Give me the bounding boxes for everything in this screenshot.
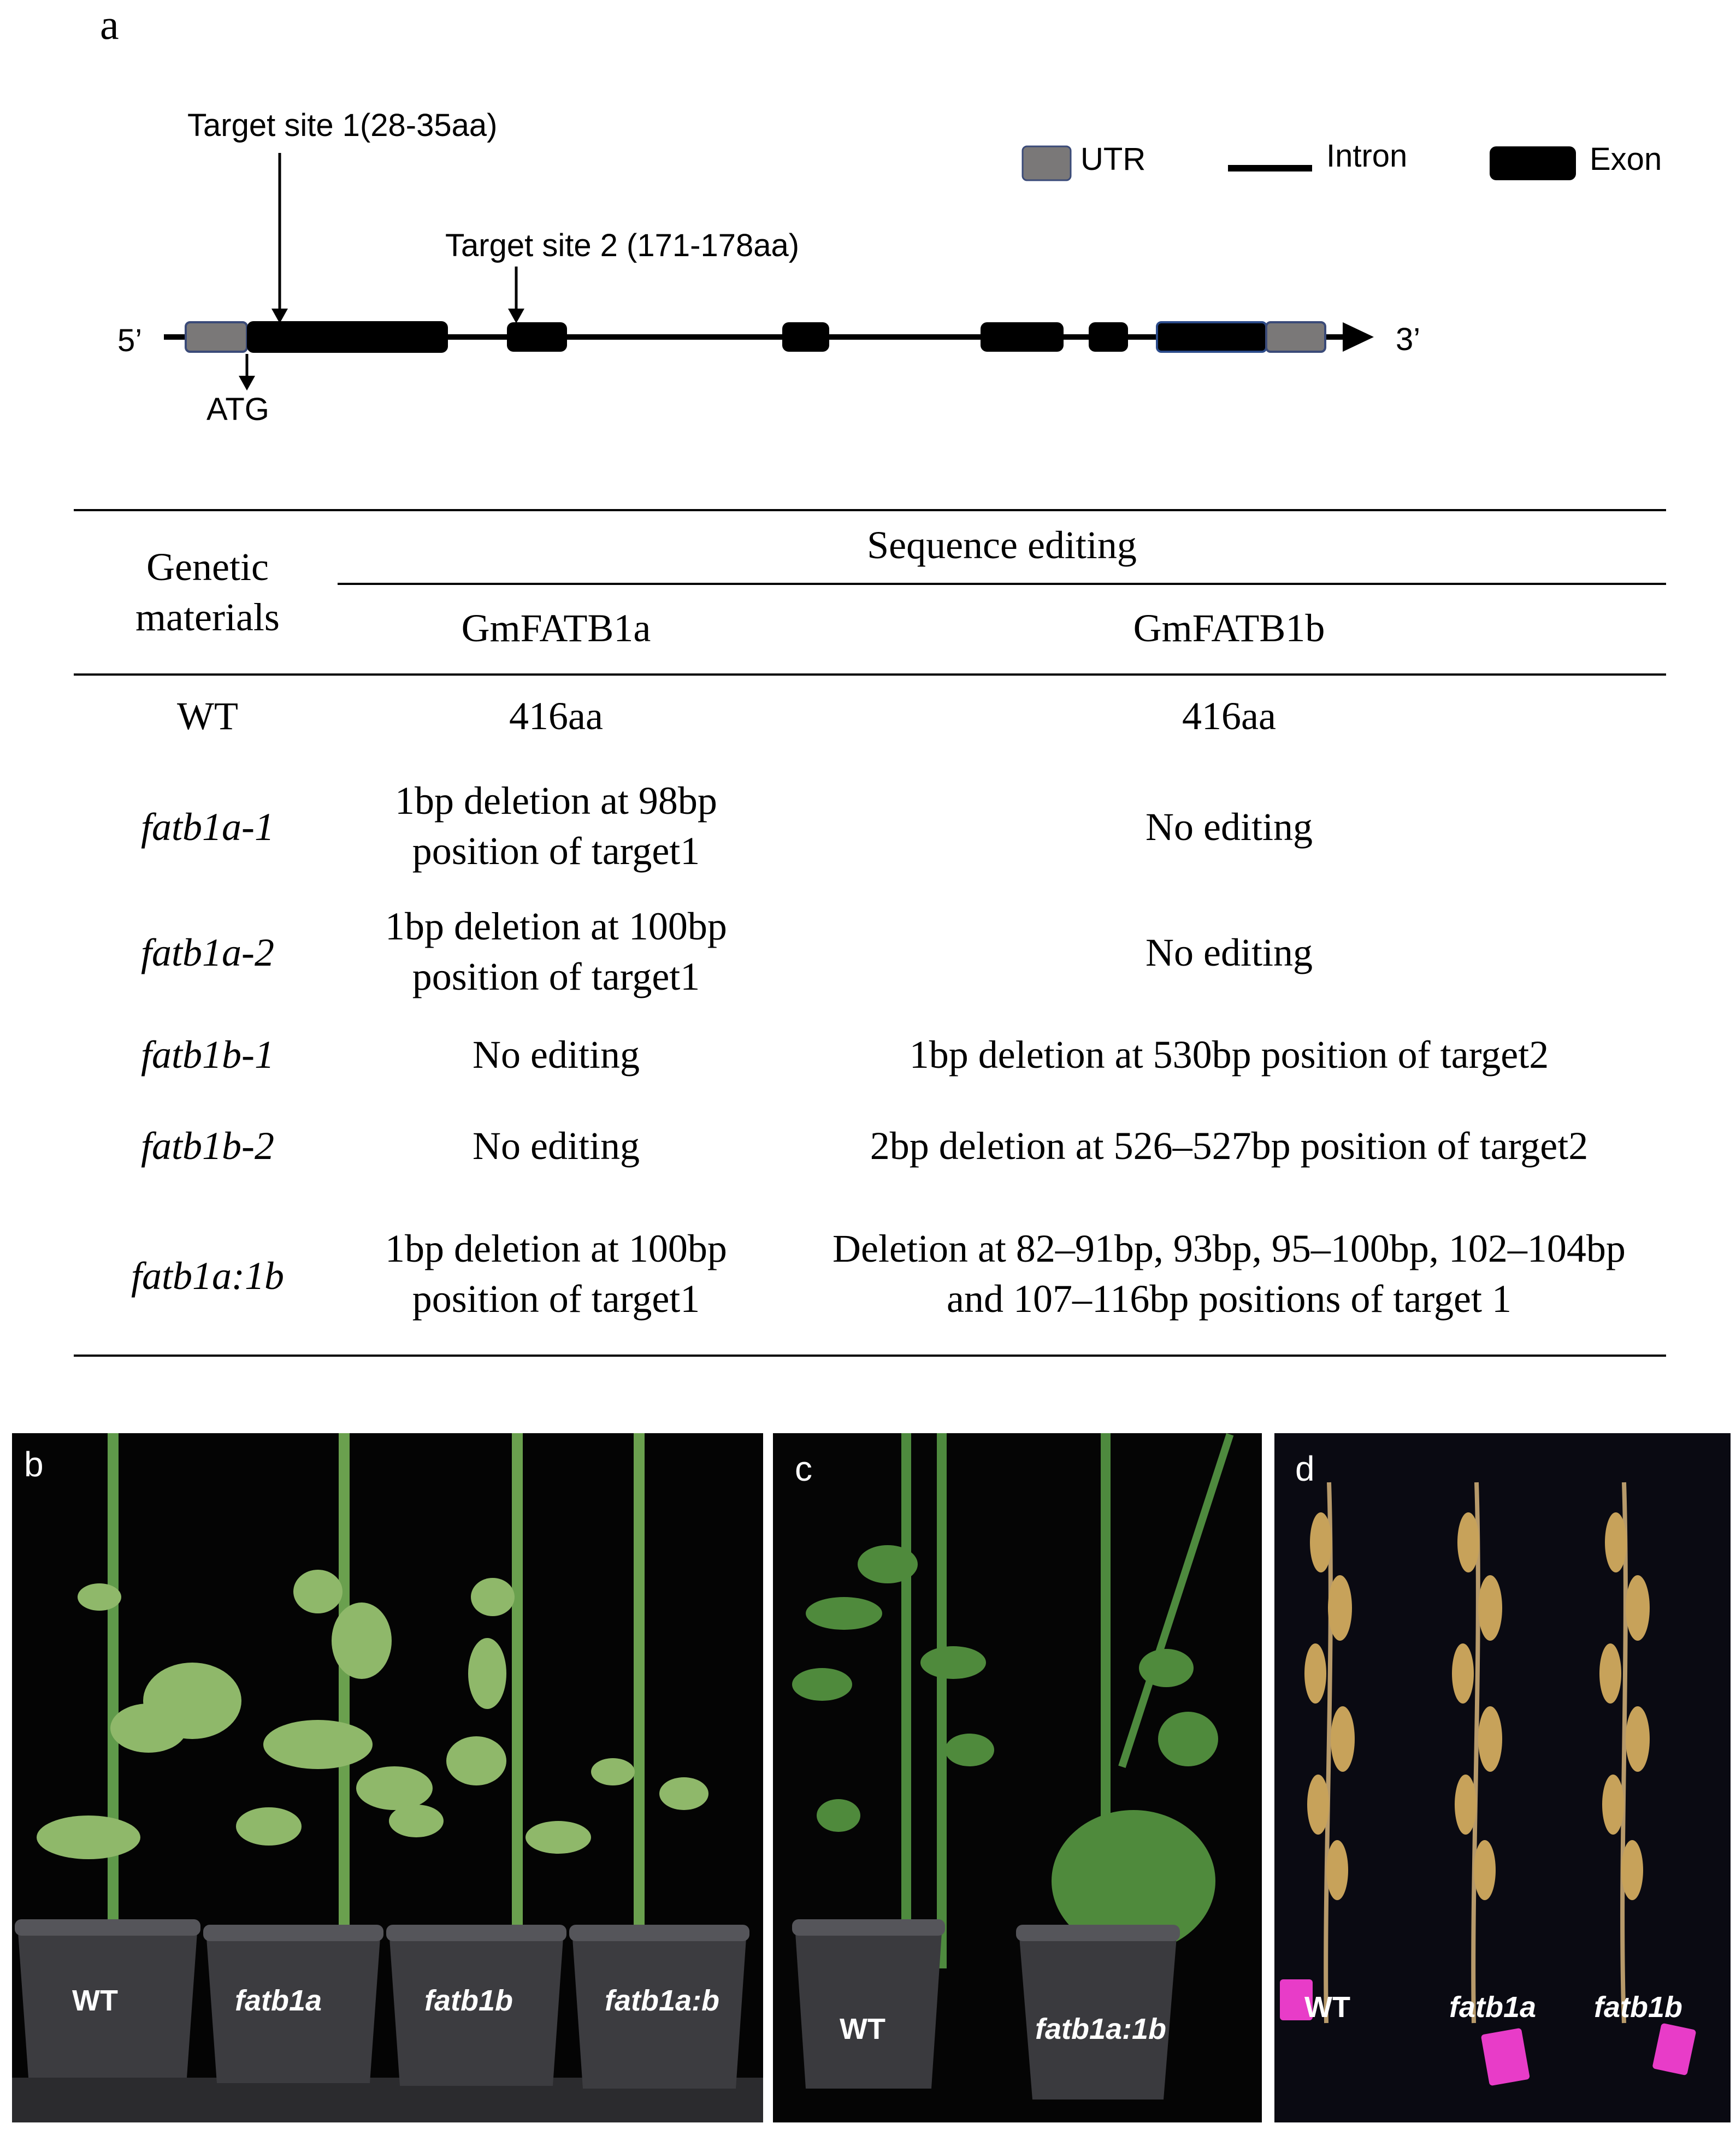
arrow-head-3prime: [1343, 322, 1374, 352]
legend-exon-swatch: [1490, 146, 1576, 180]
row-cell-b: 2bp deletion at 526–527bp position of target2: [870, 1124, 1589, 1168]
row-material: WT: [177, 694, 238, 738]
five-prime-label: 5’: [117, 323, 143, 358]
exon-3: [782, 322, 829, 352]
row-material: fatb1b-2: [141, 1124, 274, 1168]
pot-label: WT: [72, 1984, 118, 2017]
utr-5prime-box: [186, 322, 247, 352]
pot-label: fatb1a:1b: [1035, 2013, 1167, 2045]
row-cell-a: 416aa: [509, 694, 603, 738]
panel-b-photo: [12, 1433, 763, 2122]
pot-label: WT: [840, 2013, 885, 2045]
row-cell-b: No editing: [1145, 931, 1313, 974]
exon-6: [1157, 322, 1266, 352]
panel-d-photo: [1274, 1433, 1731, 2122]
table-bottom-rule: [74, 1355, 1666, 1357]
target2-label: Target site 2 (171-178aa): [445, 228, 800, 263]
row-cell-a: 1bp deletion at 98bp position of target1: [395, 779, 717, 873]
panel-c-photo: [773, 1433, 1262, 2122]
row-cell-a: No editing: [473, 1124, 640, 1168]
row-cell-b: No editing: [1145, 805, 1313, 849]
exon-5: [1089, 322, 1128, 352]
row-cell-b: 1bp deletion at 530bp position of target2: [909, 1033, 1549, 1077]
target1-label: Target site 1(28-35aa): [187, 108, 498, 143]
three-prime-label: 3’: [1396, 322, 1421, 357]
plant-label: fatb1a: [1449, 1991, 1537, 2024]
row-cell-b: 416aa: [1182, 694, 1276, 738]
legend-utr-swatch: [1023, 146, 1071, 180]
row-cell-a: 1bp deletion at 100bp position of target1: [385, 904, 727, 998]
header-gmfatb1a: GmFATB1a: [461, 606, 651, 650]
plant-label: WT: [1304, 1991, 1350, 2024]
row-material: fatb1a-2: [141, 931, 274, 974]
gene-structure-diagram: [0, 0, 1736, 448]
panel-d-letter: d: [1295, 1449, 1315, 1488]
exon-4: [981, 322, 1064, 352]
header-gmfatb1b: GmFATB1b: [1133, 606, 1325, 650]
legend-exon-label: Exon: [1590, 141, 1662, 177]
panel-a-letter: a: [100, 1, 119, 48]
row-cell-a: 1bp deletion at 100bp position of target1: [385, 1227, 727, 1321]
table-header-rule: [74, 673, 1666, 676]
row-material: fatb1b-1: [141, 1033, 274, 1077]
pot-label: fatb1a: [235, 1984, 322, 2017]
panel-c-letter: c: [795, 1449, 812, 1488]
table-group-rule: [338, 583, 1666, 585]
row-material: fatb1a-1: [141, 805, 274, 849]
atg-label: ATG: [206, 392, 269, 427]
row-cell-b: Deletion at 82–91bp, 93bp, 95–100bp, 102–104bp and 107–116bp positions of target 1: [832, 1227, 1626, 1321]
exon-1: [247, 321, 448, 353]
header-genetic-materials: Genetic materials: [135, 545, 280, 639]
legend-utr-label: UTR: [1080, 141, 1146, 177]
pot-label: fatb1b: [424, 1984, 513, 2017]
exon-2: [507, 322, 567, 352]
table-top-rule: [74, 509, 1666, 511]
row-material: fatb1a:1b: [131, 1254, 284, 1298]
row-cell-a: No editing: [473, 1033, 640, 1077]
utr-3prime-box: [1266, 322, 1325, 352]
panel-b-letter: b: [24, 1445, 44, 1484]
pot-label: fatb1a:b: [605, 1984, 720, 2017]
header-sequence-editing: Sequence editing: [867, 523, 1137, 567]
plant-label: fatb1b: [1594, 1991, 1682, 2024]
legend-intron-label: Intron: [1326, 138, 1408, 174]
